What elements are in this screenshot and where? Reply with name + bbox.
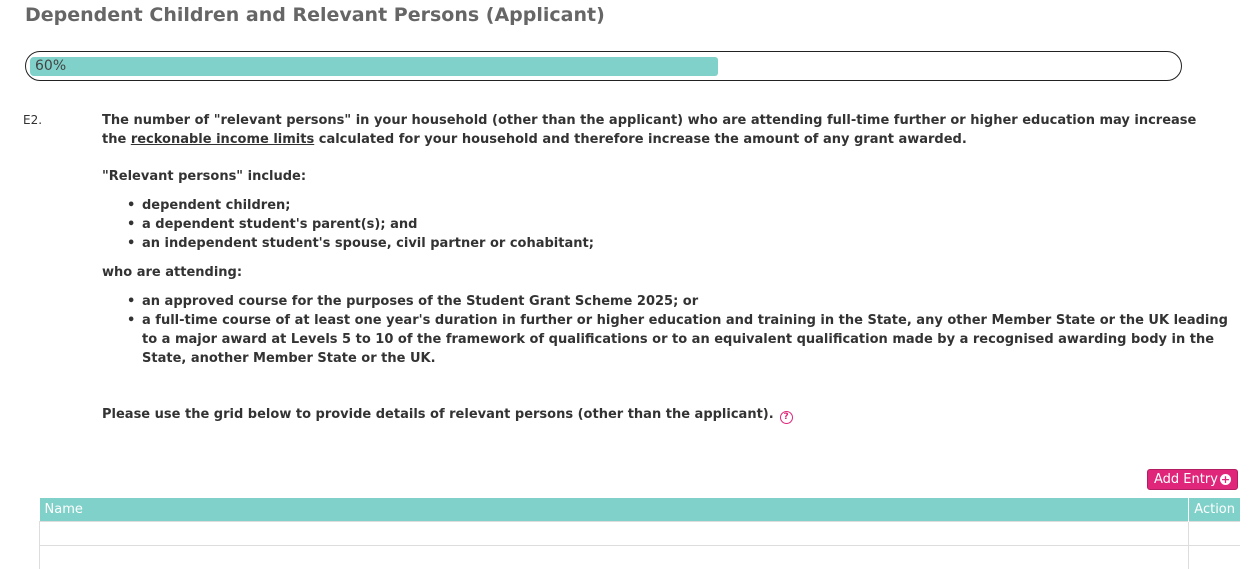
list-item: • an approved course for the purposes of the Student Grant Scheme 2025; or — [142, 292, 1242, 311]
reckonable-income-limits-link[interactable]: reckonable income limits — [130, 132, 315, 147]
question-circle-icon[interactable]: ? — [780, 411, 793, 424]
question-body — [102, 111, 1242, 378]
progress-bar-track — [25, 51, 1182, 81]
table-row — [40, 521, 1241, 545]
add-entry-label: Add Entry — [1154, 472, 1218, 487]
grid-header-row — [40, 498, 1241, 521]
table-cell-name — [40, 521, 1189, 545]
grid-instruction — [102, 407, 793, 424]
progress-bar-fill — [30, 57, 718, 76]
question-intro — [102, 111, 1222, 149]
list-item: • dependent children; — [142, 196, 1242, 215]
relevant-persons-heading: "Relevant persons" include: — [102, 169, 307, 184]
list-item: • a full-time course of at least one year's duration in further or higher education and training in the State, any other Member State or the UK leading to a major award at Levels 5 to 10 of the framework of qualifications or to an equivalent qualification made by a recognised awarding body in the State, another Member State or the UK. — [142, 311, 1242, 368]
table-cell-name — [40, 545, 1189, 569]
grid-instruction-text: Please use the grid below to provide details of relevant persons (other than the applicant). — [102, 407, 774, 422]
question-number: E2. — [23, 113, 43, 127]
list-item: • an independent student's spouse, civil partner or cohabitant; — [142, 234, 1242, 253]
intro-text-1: The number of "relevant persons" in your household (other than the applicant) who are attending full-time further or higher education may increase the — [102, 113, 1197, 147]
table-cell-action — [1189, 545, 1240, 569]
plus-circle-icon: + — [1220, 473, 1231, 486]
add-entry-button[interactable] — [1147, 469, 1238, 490]
page-title: Dependent Children and Relevant Persons (Applicant) — [25, 4, 605, 26]
intro-text-2: calculated for your household and therefore increase the amount of any grant awarded. — [314, 132, 967, 147]
relevant-persons-list — [102, 196, 1242, 253]
table-row — [40, 545, 1241, 569]
column-header-action: Action — [1189, 498, 1240, 521]
attending-list — [102, 292, 1242, 368]
column-header-name: Name — [40, 498, 1189, 521]
table-cell-action — [1189, 521, 1240, 545]
list-item: • a dependent student's parent(s); and — [142, 215, 1242, 234]
progress-label: 60% — [35, 58, 67, 74]
relevant-persons-grid — [39, 498, 1240, 569]
attending-heading: who are attending: — [102, 265, 243, 280]
